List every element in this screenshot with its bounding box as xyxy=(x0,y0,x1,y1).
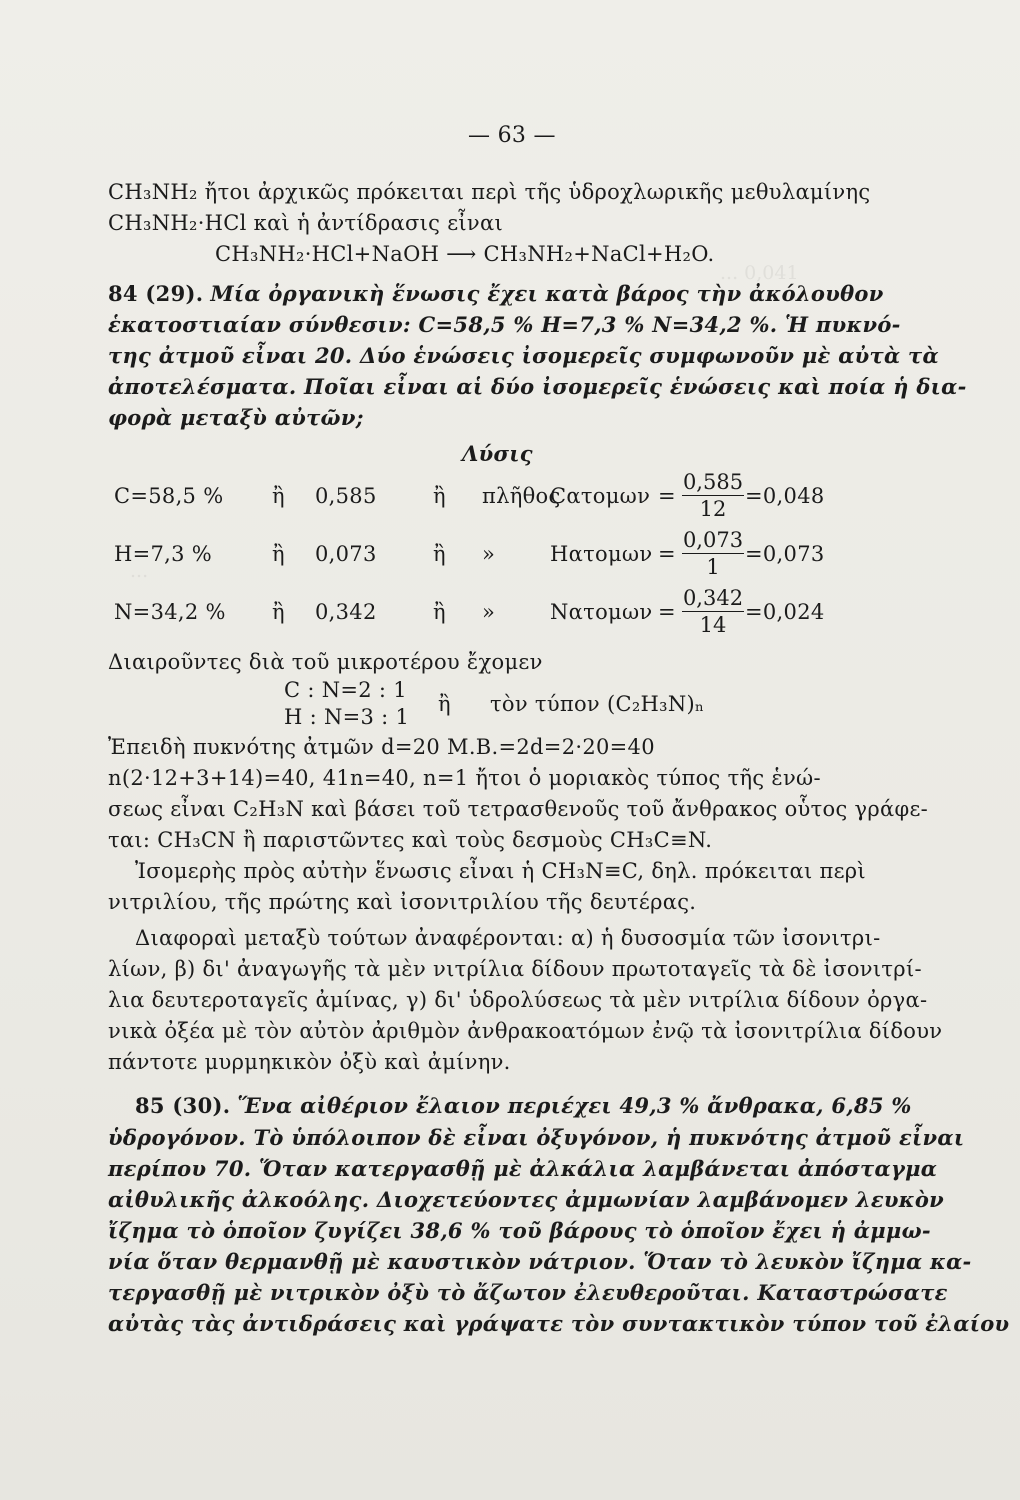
problem-statement: τεργασθῇ μὲ νιτρικὸν ὀξὺ τὸ ἄζωτον ἐλευθεροῦται. Καταστρώσατε xyxy=(108,1280,948,1305)
calc-row-value: 0,342 xyxy=(315,600,377,624)
text-line: πάντοτε μυρμηκικὸν ὀξὺ καὶ ἀμίνην. xyxy=(108,1050,511,1074)
fraction: 0,342 14 xyxy=(682,586,744,637)
calc-row-label: H=7,3 % xyxy=(114,542,213,566)
calc-row-equals: = xyxy=(658,600,676,624)
text-line: Ἰσομερὴς πρὸς αὐτὴν ἕνωσις εἶναι ἡ CH₃N≡C, δηλ. πρόκειται περὶ xyxy=(135,859,866,883)
text-line: CH₃NH₂ ἤτοι ἀρχικῶς πρόκειται περὶ τῆς ὑδροχλωρικῆς μεθυλαμίνης xyxy=(108,180,871,204)
text-line: σεως εἶναι C₂H₃N καὶ βάσει τοῦ τετρασθενοῦς τοῦ ἄνθρακος οὗτος γράφε- xyxy=(108,797,929,821)
problem-statement: αἰθυλικῆς ἀλκοόλης. Διοχετεύοντες ἀμμωνίαν λαμβάνομεν λευκὸν xyxy=(108,1187,945,1212)
problem-number: 85 (30). xyxy=(135,1093,231,1118)
text-line: Διαιροῦντες διὰ τοῦ μικροτέρου ἔχομεν xyxy=(108,650,543,674)
calc-row-result: =0,024 xyxy=(745,600,825,624)
problem-84-header xyxy=(108,280,884,308)
text-line: λίων, β) δι' ἀναγωγῆς τὰ μὲν νιτρίλια δίδουν πρωτοταγεῖς τὰ δὲ ἰσονιτρί- xyxy=(108,957,922,981)
text-line: Ἐπειδὴ πυκνότης ἀτμῶν d=20 M.B.=2d=2·20=40 xyxy=(108,735,655,759)
bleed-through-text: ... xyxy=(130,560,149,582)
problem-statement: ἀποτελέσματα. Ποῖαι εἶναι αἱ δύο ἰσομερεῖς ἑνώσεις καὶ ποία ἡ δια- xyxy=(108,374,967,399)
text-line: ται: CH₃CN ἢ παριστῶντες καὶ τοὺς δεσμοὺς CH₃C≡N. xyxy=(108,828,713,852)
fraction: 0,585 12 xyxy=(682,470,744,521)
calc-row-equals: = xyxy=(658,542,676,566)
problem-statement: περίπου 70. Ὅταν κατεργασθῇ μὲ ἀλκάλια λαμβάνεται ἀπόσταγμα xyxy=(108,1156,938,1181)
page-number: — 63 — xyxy=(468,123,556,148)
calc-row-label: N=34,2 % xyxy=(114,600,226,624)
ratio: H : N=3 : 1 xyxy=(284,705,410,729)
ratio-type: τὸν τύπον (C₂H₃N)ₙ xyxy=(490,692,705,716)
calc-row-or: ἢ xyxy=(272,542,285,566)
text-line: λια δευτεροταγεῖς ἀμίνας, γ) δι' ὑδρολύσεως τὰ μὲν νιτρίλια δίδουν ὀργα- xyxy=(108,988,928,1012)
calc-row-or: ἢ xyxy=(272,484,285,508)
solution-heading: Λύσις xyxy=(462,441,533,466)
text-line: CH₃NH₂·HCl καὶ ἡ ἀντίδρασις εἶναι xyxy=(108,211,503,235)
calc-row-value: 0,585 xyxy=(315,484,377,508)
reaction-equation: CH₃NH₂·HCl+NaOH ⟶ CH₃NH₂+NaCl+H₂O. xyxy=(215,242,715,266)
calc-row-atom: Hατομων xyxy=(550,542,653,566)
calc-row-label: C=58,5 % xyxy=(114,484,224,508)
calc-row-or: ἢ xyxy=(272,600,285,624)
ratio: C : N=2 : 1 xyxy=(284,678,407,702)
problem-statement: Ἕνα αἰθέριον ἔλαιον περιέχει 49,3 % ἄνθρακα, 6,85 % xyxy=(237,1093,912,1118)
problem-statement: νία ὅταν θερμανθῇ μὲ καυστικὸν νάτριον. Ὅταν τὸ λευκὸν ἴζημα κα- xyxy=(108,1249,972,1274)
calc-row-value: 0,073 xyxy=(315,542,377,566)
text-line: νιτριλίου, τῆς πρώτης καὶ ἰσονιτριλίου τῆς δευτέρας. xyxy=(108,890,697,914)
calc-row-or: ἢ xyxy=(433,542,446,566)
calc-row-or: ἢ xyxy=(433,600,446,624)
calc-row-result: =0,048 xyxy=(745,484,825,508)
problem-statement: της ἀτμοῦ εἶναι 20. Δύο ἑνώσεις ἰσομερεῖς συμφωνοῦν μὲ αὐτὰ τὰ xyxy=(108,343,939,368)
problem-85-header xyxy=(135,1092,912,1120)
problem-statement: φορὰ μεταξὺ αὐτῶν; xyxy=(108,405,364,430)
bleed-through-text: ... 0,041 xyxy=(720,262,799,284)
calc-row-ditto: » xyxy=(482,542,496,566)
problem-statement: Μία ὀργανικὴ ἕνωσις ἔχει κατὰ βάρος τὴν ἀκόλουθον xyxy=(210,281,884,306)
calc-row-atom: Nατομων xyxy=(550,600,653,624)
calc-row-word: πλῆθος xyxy=(482,484,561,508)
calc-row-equals: = xyxy=(658,484,676,508)
calc-row-or: ἢ xyxy=(433,484,446,508)
problem-statement: ἴζημα τὸ ὁποῖον ζυγίζει 38,6 % τοῦ βάρους τὸ ὁποῖον ἔχει ἡ ἀμμω- xyxy=(108,1218,931,1243)
problem-statement: ἑκατοστιαίαν σύνθεσιν: C=58,5 % H=7,3 % N=34,2 %. Ἡ πυκνό- xyxy=(108,312,901,337)
problem-number: 84 (29). xyxy=(108,281,204,306)
calc-row-ditto: » xyxy=(482,600,496,624)
fraction: 0,073 1 xyxy=(682,528,744,579)
text-line: νικὰ ὀξέα μὲ τὸν αὐτὸν ἀριθμὸν ἀνθρακοατόμων ἐνῷ τὰ ἰσονιτρίλια δίδουν xyxy=(108,1019,943,1043)
ratio-or: ἢ xyxy=(438,692,451,716)
text-line: n(2·12+3+14)=40, 41n=40, n=1 ἤτοι ὁ μοριακὸς τύπος τῆς ἑνώ- xyxy=(108,766,821,790)
calc-row-atom: Cατομων xyxy=(550,484,651,508)
text-line: Διαφοραὶ μεταξὺ τούτων ἀναφέρονται: α) ἡ δυσοσμία τῶν ἰσονιτρι- xyxy=(135,926,881,950)
problem-statement: ὑδρογόνον. Τὸ ὑπόλοιπον δὲ εἶναι ὀξυγόνον, ἡ πυκνότης ἀτμοῦ εἶναι xyxy=(108,1125,965,1150)
calc-row-result: =0,073 xyxy=(745,542,825,566)
problem-statement: αὐτὰς τὰς ἀντιδράσεις καὶ γράψατε τὸν συντακτικὸν τύπον τοῦ ἐλαίου xyxy=(108,1311,1010,1336)
